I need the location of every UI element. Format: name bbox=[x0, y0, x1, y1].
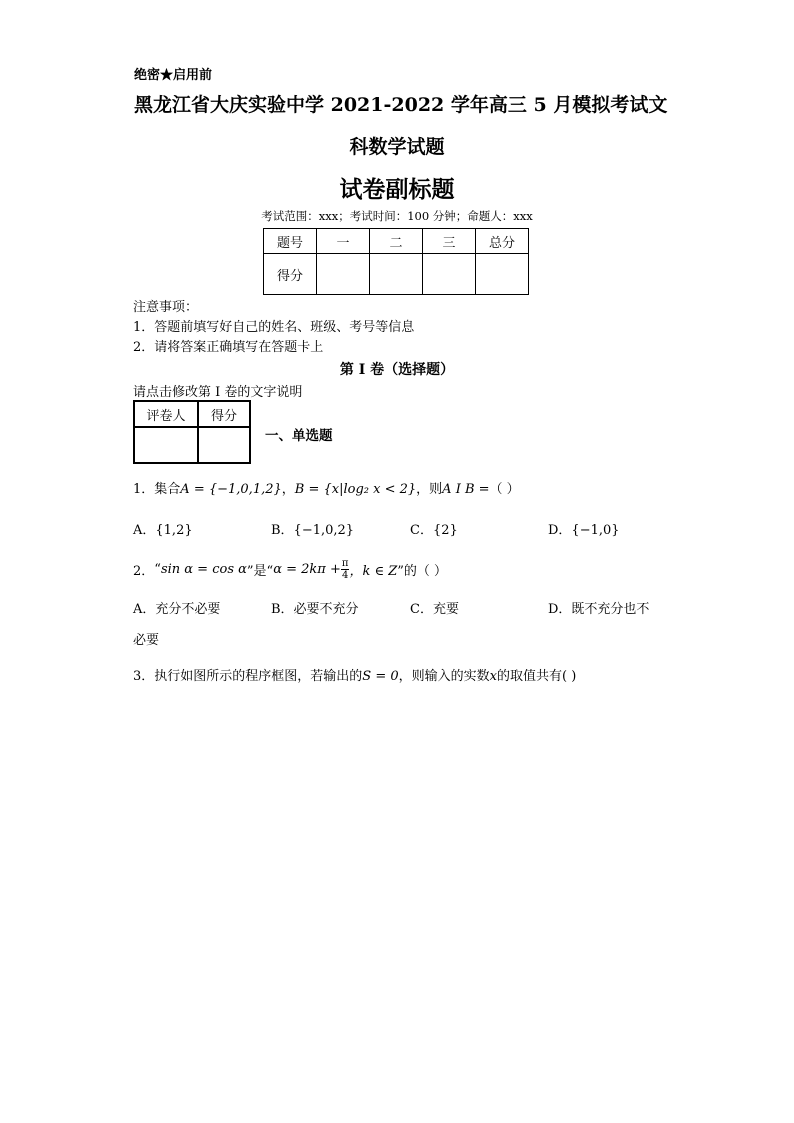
score-table bbox=[263, 228, 529, 295]
section-hint[interactable]: 请点击修改第 I 卷的文字说明 bbox=[133, 385, 303, 400]
score-empty-cell bbox=[317, 254, 370, 295]
math-fraction bbox=[341, 558, 350, 581]
math-condition: sin α = cos α bbox=[160, 561, 247, 577]
math-expression-tail: ，k ∈ Z bbox=[349, 563, 398, 579]
score-empty-cell bbox=[370, 254, 423, 295]
math-expression: α = 2kπ + bbox=[273, 561, 341, 577]
math-set-b: B = {x|log₂ x < 2} bbox=[294, 482, 417, 497]
question-1 bbox=[133, 478, 520, 497]
part-title: 一、单选题 bbox=[265, 428, 333, 444]
score-header-cell: 总分 bbox=[476, 229, 529, 254]
question-text: ”是“ bbox=[246, 563, 274, 579]
question-text: 执行如图所示的程序框图，若输出的 bbox=[154, 669, 363, 684]
question-3 bbox=[133, 665, 576, 684]
notes-item: 2．请将答案正确填写在答题卡上 bbox=[133, 340, 324, 355]
score-empty-cell bbox=[423, 254, 476, 295]
option-a[interactable]: A．{1,2} bbox=[133, 523, 193, 538]
option-d[interactable]: D．既不充分也不 bbox=[548, 602, 650, 617]
option-a[interactable]: A．充分不必要 bbox=[133, 602, 221, 617]
exam-title-line1: 黑龙江省大庆实验中学 2021-2022 学年高三 5 月模拟考试文 bbox=[134, 94, 668, 116]
math-set-a: A = {−1,0,1,2} bbox=[180, 482, 282, 497]
grader-empty-cell bbox=[134, 427, 198, 463]
option-d[interactable]: D．{−1,0} bbox=[548, 523, 620, 538]
option-b[interactable]: B．{−1,0,2} bbox=[271, 523, 355, 538]
section-title: 第 I 卷（选择题） bbox=[339, 362, 455, 378]
math-s-equals: S = 0 bbox=[362, 669, 399, 684]
question-text: ”的（ ） bbox=[397, 563, 448, 579]
exam-title-line2: 科数学试题 bbox=[349, 136, 445, 158]
grader-empty-cell bbox=[198, 427, 250, 463]
score-header-cell: 一 bbox=[317, 229, 370, 254]
question-text: 集合 bbox=[154, 482, 181, 497]
question-text: ， bbox=[281, 482, 295, 497]
option-c[interactable]: C．{2} bbox=[410, 523, 458, 538]
question-text: ，则 bbox=[416, 482, 443, 497]
notes-title: 注意事项： bbox=[133, 300, 199, 315]
fraction-numerator: π bbox=[341, 557, 349, 569]
question-number: 3． bbox=[133, 669, 155, 684]
question-text: ，则输入的实数 bbox=[398, 669, 490, 684]
option-c[interactable]: C．充要 bbox=[410, 602, 459, 617]
question-number: 1． bbox=[133, 482, 155, 497]
math-variable: x bbox=[489, 669, 497, 684]
option-d-wrap: 必要 bbox=[133, 633, 160, 648]
grader-header-cell: 评卷人 bbox=[134, 401, 198, 427]
notes-block bbox=[133, 298, 414, 358]
exam-subtitle: 试卷副标题 bbox=[339, 176, 455, 203]
option-b[interactable]: B．必要不充分 bbox=[271, 602, 359, 617]
secret-label: 绝密★启用前 bbox=[134, 68, 213, 83]
fraction-denominator: 4 bbox=[341, 569, 349, 581]
score-row-label: 得分 bbox=[264, 254, 317, 295]
math-intersection: A I B = bbox=[442, 482, 490, 497]
question-2 bbox=[133, 552, 447, 586]
grader-header-cell: 得分 bbox=[198, 401, 250, 427]
question-text: “ bbox=[154, 561, 161, 577]
score-header-cell: 二 bbox=[370, 229, 423, 254]
grader-table bbox=[133, 400, 251, 464]
score-empty-cell bbox=[476, 254, 529, 295]
score-header-cell: 三 bbox=[423, 229, 476, 254]
question-number: 2． bbox=[133, 563, 155, 579]
question-text: 的取值共有( ) bbox=[497, 669, 577, 684]
answer-paren: （ ） bbox=[489, 482, 520, 497]
exam-scope-info: 考试范围：xxx；考试时间：100 分钟；命题人：xxx bbox=[261, 209, 533, 223]
score-header-cell: 题号 bbox=[264, 229, 317, 254]
notes-item: 1．答题前填写好自己的姓名、班级、考号等信息 bbox=[133, 320, 415, 335]
